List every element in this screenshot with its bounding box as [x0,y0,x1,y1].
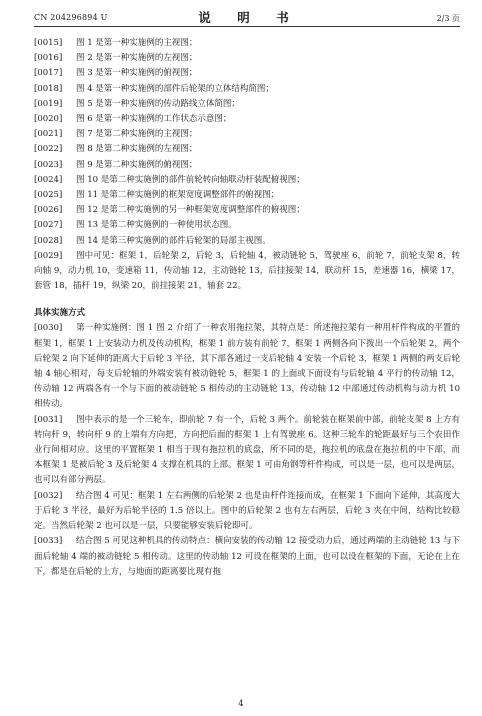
paragraph-number: [0019] [34,98,63,109]
paragraph [34,36,460,51]
paragraph-number: [0020] [34,114,63,125]
paragraph-text: 图 4 是第一种实施例的部件后轮架的立体结构简图； [76,83,274,94]
paragraph-text: 结合图 5 可见这种机具的传动特点：横向安装的传动轴 12 接受动力后，通过两端的主动链轮 13 与下面后轮轴 4 端的被动链轮 5 相传动。这里的传动轴 12 可设在框架的上面，也可以设在框架的下面，无论在上在下，都是在后轮的上方，与地面的距离要比现有拖 [34,536,460,577]
paragraph-number: [0021] [34,129,63,140]
paragraph-text: 图中可见：框架 1，后轮架 2，后轮 3，后轮轴 4，被动链轮 5，驾驶座 6，前轮 7，前轮支架 8，转向轴 9，动力机 10，变速箱 11，传动轴 12，主动链轮 13，后挂接架 14，联动杆 15，差速器 16，横梁 17，套管 18，插杆 19，纵梁 20，前挂接架 21，轴套 22。 [34,250,460,292]
paragraph-number: [0022] [34,144,63,155]
figure-description-list [34,36,460,294]
page-header [34,0,460,27]
paragraph-number: [0027] [34,220,63,231]
paragraph [34,142,460,157]
paragraph-number: [0031] [34,414,63,425]
paragraph-number: [0032] [34,490,63,501]
paragraph-text: 图中表示的是一个三轮车，即前轮 7 有一个，后轮 3 两个。前轮装在框架前中部，前轮支架 8 上方有转向杆 9，转向杆 9 的上端有方向把，方向把后面的框架 1 上有驾驶座 6。这种三轮车的轮距最好与三个农田作业行间相对应。这里的平置框架 1 相当于现有拖拉机的底盘，所不同的是，拖拉机的底盘在拖拉机的中下部，而本框架 1 是被后轮 3 及后轮架 4 支撑在机具的上部。框架 1 可由角钢等杆件构成，可以是一层，也可以是两层，也可以有部分两层。 [34,414,460,486]
document-title: 说 明 书 [198,10,296,25]
paragraph [34,218,460,233]
paragraph-text: 图 13 是第二种实施例的一种使用状态图。 [76,220,237,231]
paragraph [34,321,460,412]
paragraph-text: 图 9 是第二种实施例的俯视图； [76,159,198,170]
paragraph-text: 图 2 是第一种实施例的左视图； [76,53,198,64]
paragraph [34,51,460,66]
paragraph [34,97,460,112]
paragraph-text: 图 7 是第二种实施例的主视图； [76,129,198,140]
paragraph-text: 图 12 是第二种实施例的另一种框架宽度调整部件的俯视图； [76,205,305,216]
paragraph-number: [0018] [34,83,63,94]
paragraph-text: 图 14 是第三种实施例的部件后轮架的局部主视图。 [76,235,271,246]
paragraph-number: [0029] [34,250,63,261]
patent-number: CN 204296894 U [34,13,108,22]
paragraph-number: [0030] [34,323,63,334]
embodiment-section [34,321,460,579]
page-indicator: 2/3 页 [436,14,460,23]
paragraph [34,413,460,489]
paragraph-text: 第一种实施例：图 1 图 2 介绍了一种农用拖拉架，其特点是：所述拖拉架有一种用杆件构成的平置的框架 1，框架 1 上安装动力机及传动机构，框架 1 前方装有前轮 7，框架 1 两侧各向下拨出一个后轮架 2，两个后轮架 2 向下延伸的距离大于后轮 3 半径，其下部各通过一支后轮轴 4 安装一个后轮 3，框架 1 两侧的两支后轮轴 4 轴心相对，每支后轮轴的外端安装有被动链轮 5，框架 1 的上面或下面设有与后轮轴 4 平行的传动轴 12，传动轴 12 两端各有一个与下面的被动链轮 5 相传动的主动链轮 13，传动轴 12 中部通过传动机构与动力机 10 相传动。 [34,323,460,410]
paragraph-text: 图 8 是第二种实施例的左视图； [76,144,198,155]
paragraph-text: 结合图 4 可见：框架 1 左右两侧的后轮架 2 也是由杆件连接而成，在框架 1 下面向下延伸，其高度大于后轮 3 半径，最好为后轮半径的 1.5 倍以上。图中的后轮架 2 也有左右两层，后轮 3 夹在中间，结构比较稳定。当然后轮架 2 也可以是一层，只要能够安装后轮即可。 [34,490,460,532]
section-heading: 具体实施方式 [34,308,86,319]
page-number: 4 [238,699,244,709]
paragraph-text: 图 11 是第二种实施例的框架宽度调整部件的俯视图； [76,190,280,201]
paragraph-text: 图 5 是第一种实施例的传动路线立体简图； [76,98,240,109]
paragraph-number: [0028] [34,235,63,246]
paragraph-number: [0016] [34,53,63,64]
paragraph [34,112,460,127]
paragraph-text: 图 1 是第一种实施例的主视图； [76,38,198,48]
paragraph-text: 图 6 是第一种实施例的工作状态示意图； [76,114,232,125]
paragraph-number: [0025] [34,190,63,201]
paragraph-number: [0015] [34,38,63,48]
paragraph-number: [0017] [34,68,63,79]
paragraph [34,489,460,535]
paragraph-text: 图 3 是第一种实施例的俯视图； [76,68,198,79]
paragraph-number: [0033] [34,536,63,547]
paragraph-number: [0023] [34,159,63,170]
paragraph [34,66,460,81]
paragraph [34,158,460,173]
paragraph-text: 图 10 是第二种实施例的部件前轮转向轴联动杆装配俯视图； [76,174,305,185]
paragraph [34,188,460,203]
paragraph [34,173,460,188]
paragraph [34,234,460,249]
paragraph [34,534,460,580]
paragraph [34,203,460,218]
paragraph-number: [0026] [34,205,63,216]
paragraph-number: [0024] [34,174,63,185]
paragraph [34,82,460,97]
paragraph [34,127,460,142]
paragraph [34,249,460,295]
